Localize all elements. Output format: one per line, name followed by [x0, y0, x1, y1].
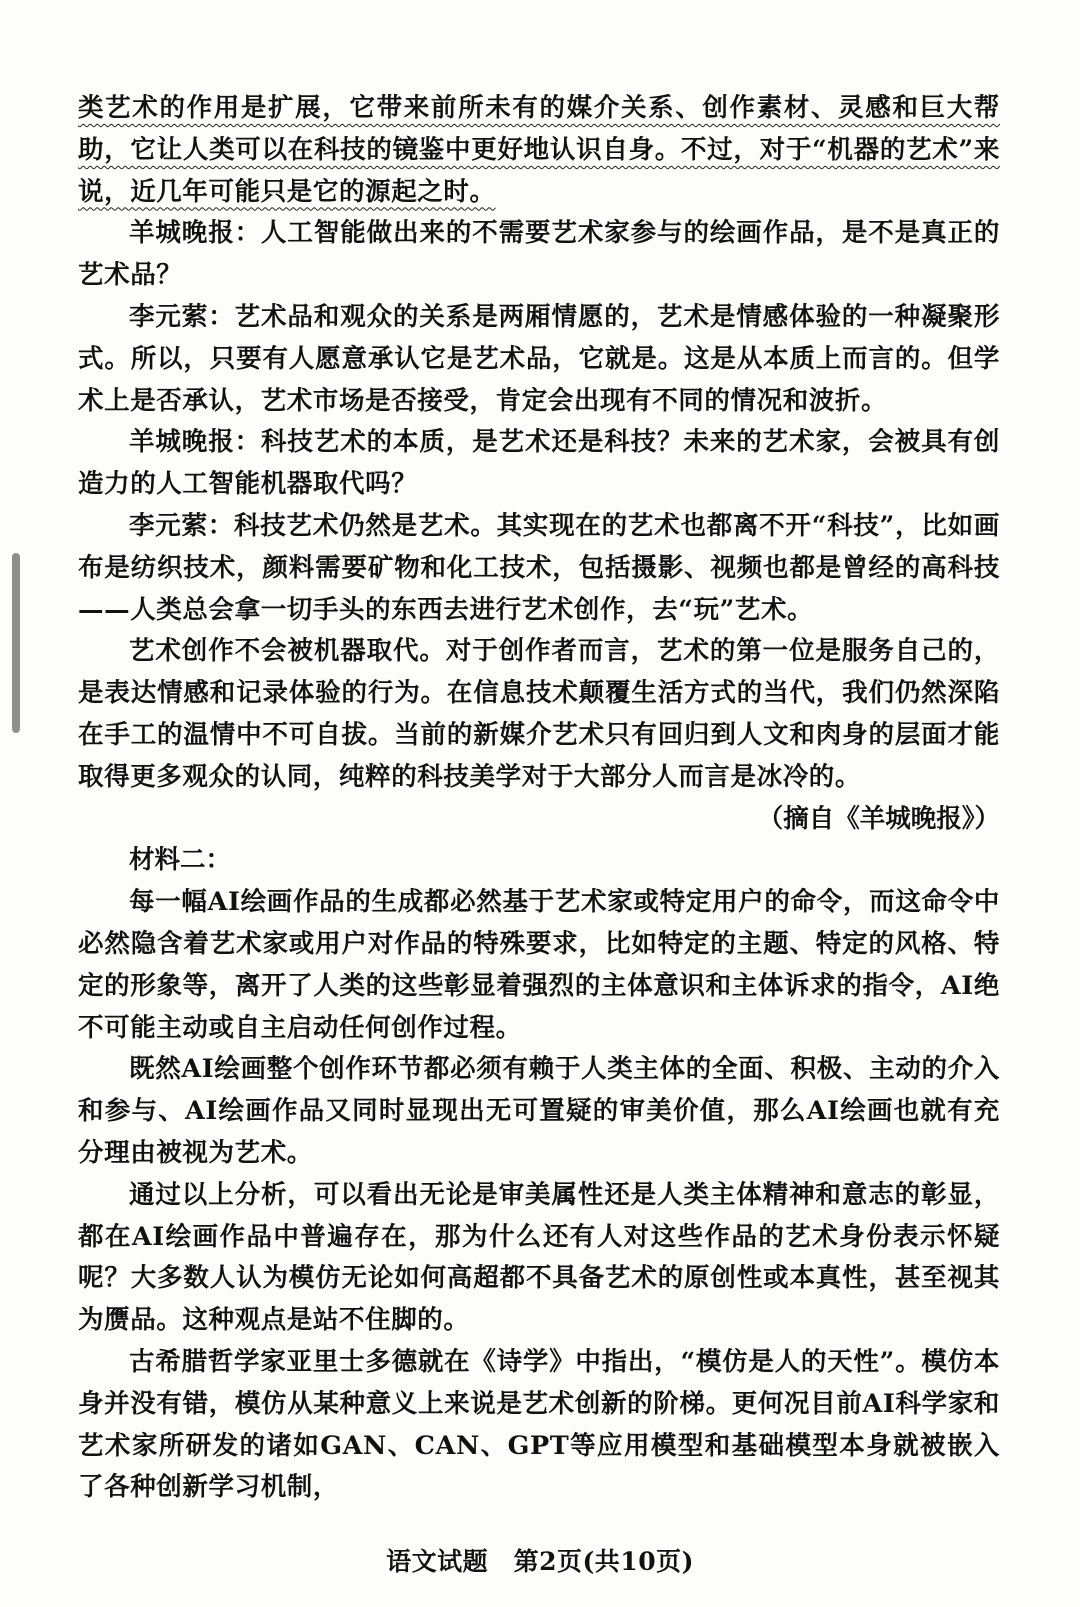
underlined-text: 类艺术的作用是扩展，它带来前所未有的媒介关系、创作素材、灵感和巨大帮助，它让人类可以在科技的镜鉴中更好地认识自身。不过，对于“机器的艺术”来说，近几年可能只是它的源起之时。	[78, 93, 1000, 207]
paragraph: 既然AI绘画整个创作环节都必须有赖于人类主体的全面、积极、主动的介入和参与、AI绘画作品又同时显现出无可置疑的审美价值，那么AI绘画也就有充分理由被视为艺术。	[78, 1054, 1000, 1168]
paragraph: 艺术创作不会被机器取代。对于创作者而言，艺术的第一位是服务自己的，是表达情感和记录体验的行为。在信息技术颠覆生活方式的当代，我们仍然深陷在手工的温情中不可自拔。当前的新媒介艺术只有回归到人文和肉身的层面才能取得更多观众的认同，纯粹的科技美学对于大部分人而言是冰冷的。	[78, 636, 1000, 792]
paragraph: 李元萦：艺术品和观众的关系是两厢情愿的，艺术是情感体验的一种凝聚形式。所以，只要有人愿意承认它是艺术品，它就是。这是从本质上而言的。但学术上是否承认，艺术市场是否接受，肯定会出现有不同的情况和波折。	[78, 301, 1000, 416]
scrollbar[interactable]	[12, 553, 20, 733]
paragraph: 每一幅AI绘画作品的生成都必然基于艺术家或特定用户的命令，而这命令中必然隐含着艺术家或用户对作品的特殊要求，比如特定的主题、特定的风格、特定的形象等，离开了人类的这些彰显着强烈的主体意识和主体诉求的指令，AI绝不可能主动或自主启动任何创作过程。	[78, 887, 1000, 1043]
paragraph: 羊城晚报：人工智能做出来的不需要艺术家参与的绘画作品，是不是真正的艺术品？	[78, 218, 1000, 291]
document-body	[78, 88, 1000, 1509]
source-citation: （摘自《羊城晚报》）	[757, 803, 1000, 834]
paragraph: 李元萦：科技艺术仍然是艺术。其实现在的艺术也都离不开“科技”，比如画布是纺织技术，颜料需要矿物和化工技术，包括摄影、视频也都是曾经的高科技——人类总会拿一切手头的东西去进行艺术创作，去“玩”艺术。	[78, 510, 1000, 625]
paragraph: 古希腊哲学家亚里士多德就在《诗学》中指出，“模仿是人的天性”。模仿本身并没有错，模仿从某种意义上来说是艺术创新的阶梯。更何况目前AI科学家和艺术家所研发的诸如GAN、CAN、GPT等应用模型和基础模型本身就被嵌入了各种创新学习机制，	[78, 1346, 1000, 1503]
page-footer: 语文试题 第2页(共10页)	[386, 1547, 694, 1576]
paragraph: 通过以上分析，可以看出无论是审美属性还是人类主体精神和意志的彰显，都在AI绘画作品中普遍存在，那为什么还有人对这些作品的艺术身份表示怀疑呢？大多数人认为模仿无论如何高超都不具备艺术的原创性或本真性，甚至视其为赝品。这种观点是站不住脚的。	[78, 1179, 1000, 1336]
paragraph: 羊城晚报：科技艺术的本质，是艺术还是科技？未来的艺术家，会被具有创造力的人工智能机器取代吗？	[78, 427, 1000, 500]
section-heading: 材料二：	[129, 845, 232, 876]
paragraph-continuation	[78, 88, 1000, 213]
